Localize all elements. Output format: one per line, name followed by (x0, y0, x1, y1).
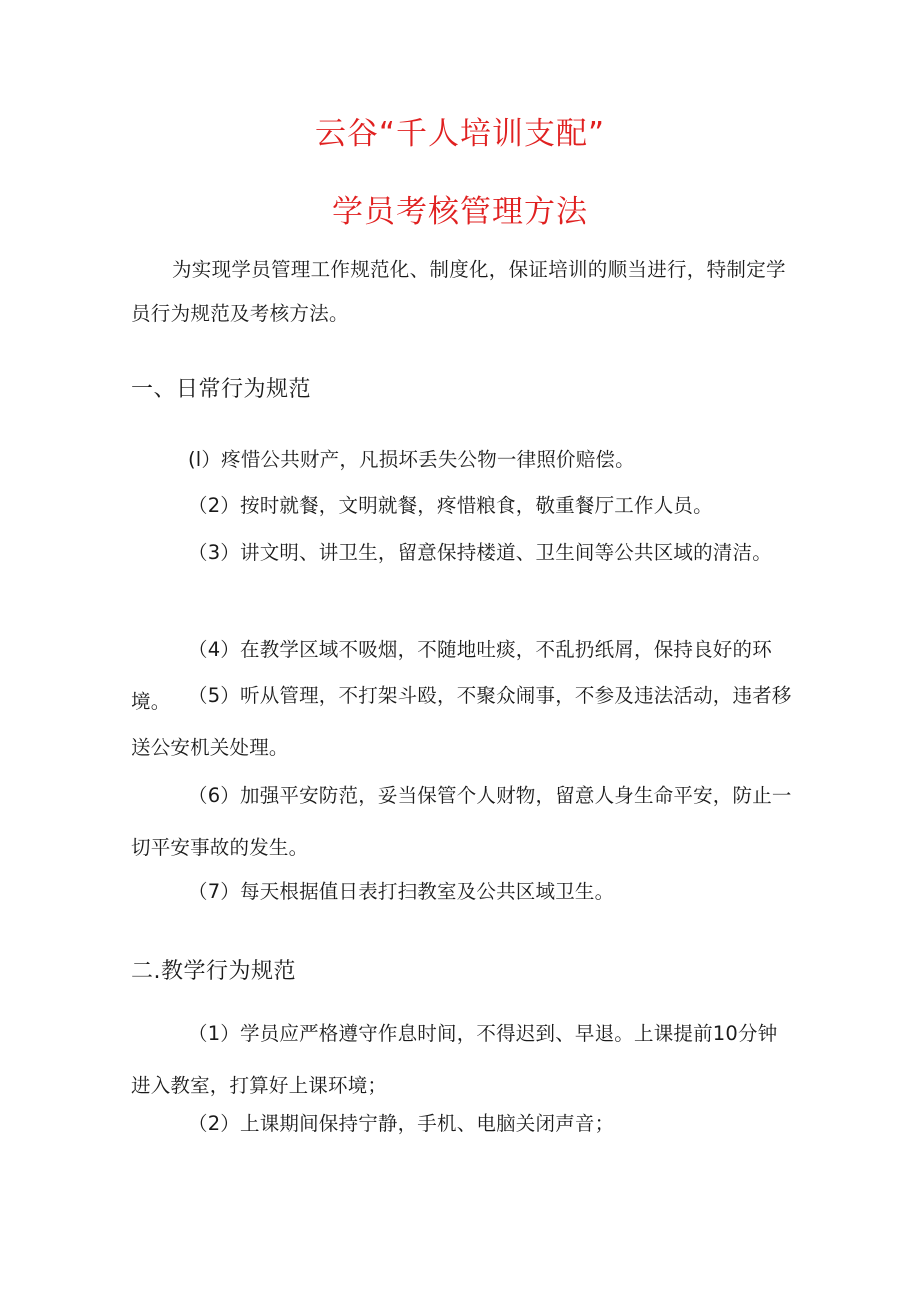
intro-paragraph: 为实现学员管理工作规范化、制度化，保证培训的顺当进行，特制定学员行为规范及考核方法。 (131, 258, 786, 325)
section1-item-3: （3）讲文明、讲卫生，留意保持楼道、卫生间等公共区域的清洁。 (188, 541, 772, 564)
section2-item-1: （1）学员应严格遵守作息时间，不得迟到、早退。上课提前10分钟进入教室，打算好上课环境； (131, 1022, 778, 1097)
section1-item-7: （7）每天根据值日表打扫教室及公共区域卫生。 (188, 880, 615, 903)
section1-item-6: （6）加强平安防范，妥当保管个人财物，留意人身生命平安，防止一切平安事故的发生。 (131, 784, 792, 859)
section1-item-4: （4）在教学区域不吸烟，不随地吐痰，不乱扔纸屑，保持良好的环境。 (131, 638, 772, 713)
section2-item-2: （2）上课期间保持宁静，手机、电脑关闭声音； (188, 1112, 615, 1135)
section1-heading: 一、日常行为规范 (131, 377, 312, 402)
section1-item-2: （2）按时就餐，文明就餐，疼惜粮食，敬重餐厅工作人员。 (188, 494, 713, 517)
document-title-line1: 云谷“千人培训支配” (314, 116, 606, 152)
section1-item-1: (l）疼惜公共财产，凡损坏丢失公物一律照价赔偿。 (188, 448, 635, 471)
document-title-line2: 学员考核管理方法 (332, 194, 588, 230)
section2-heading: 二.教学行为规范 (131, 959, 296, 984)
section1-item-5: （5）听从管理，不打架斗殴，不聚众闹事，不参及违法活动，违者移送公安机关处理。 (131, 684, 792, 759)
